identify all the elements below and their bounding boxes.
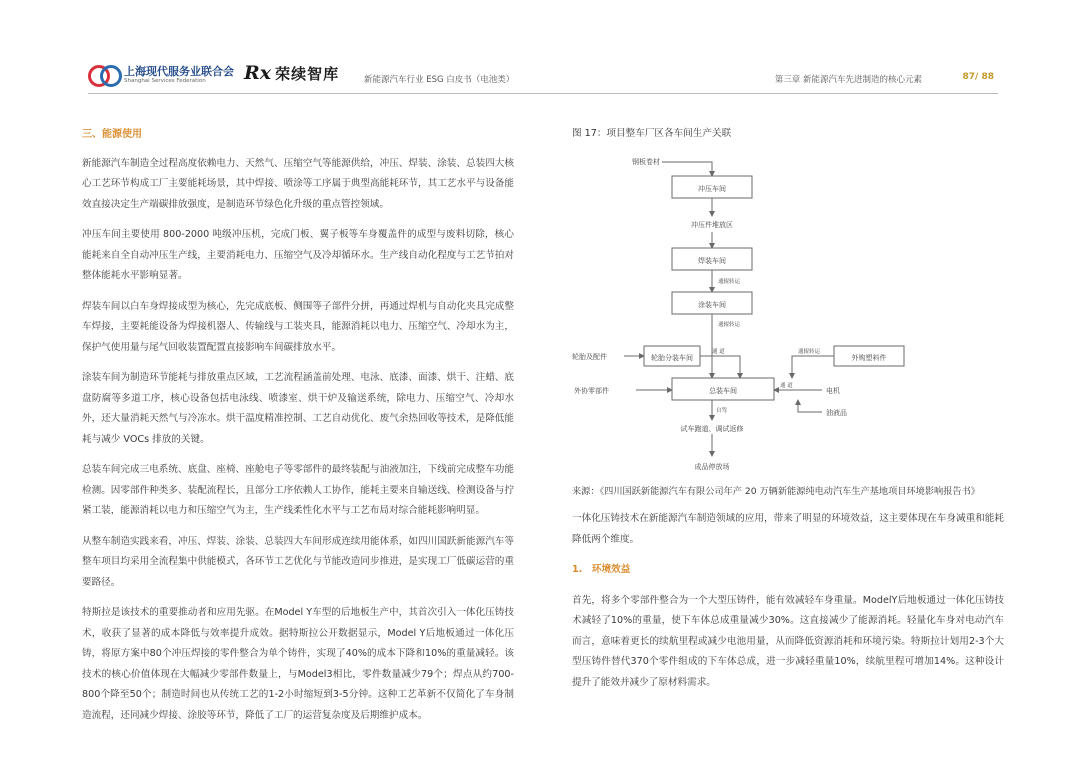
edge-label-self: 自驾 (716, 408, 728, 414)
paragraph: 特斯拉是该技术的重要推动者和应用先驱。在Model Y车型的后地板生产中，其首次引入一体化压铸技术，收获了显著的成本降低与效率提升成效。据特斯拉公开数据显示，Model Y后地板通过一体化压铸，将原方案中80个冲压焊接的零件整合为单个铸件，实现了40%的成本下降和10%的重量减轻。该技术的核心价值体现在大幅减少零部件数量上，与Model3相比，零件数量减少79个；焊点从约700-800个降至50个；制造时间也从传统工艺的1-2小时缩短到3-5分钟。这种工艺革新不仅简化了车身制造流程，还同减少焊接、涂胶等环节，降低了工厂的运营复杂度及后期维护成本。 (82, 607, 514, 721)
edge-line (662, 162, 712, 176)
node-tire-sub: 轮胎分装车间 (651, 354, 693, 362)
figure-title: 图 17：项目整车厂区各车间生产关联 (572, 128, 732, 139)
node-tire-parts: 轮胎及配件 (572, 353, 607, 361)
header-divider (88, 93, 998, 94)
page-header (88, 60, 998, 94)
figure-source: 来源：《四川国跃新能源汽车有限公司年产 20 万辆新能源纯电动汽车生产基地项目环境影响报告书》 (572, 486, 980, 497)
edge-label-lift1: 通 道 (712, 349, 725, 355)
subsection-title: 1. 环境效益 (572, 564, 631, 575)
edge-label-lift2: 通 道 (780, 383, 793, 389)
ssf-logo-icon (88, 64, 118, 86)
chapter-title: 第三章 新能源汽车先进制造的核心元素 (774, 75, 922, 85)
paragraph: 首先，将多个零部件整合为一个大型压铸件，能有效减轻车身重量。ModelY后地板通过一体化压铸技术减轻了10%的重量，使下车体总成重量减少30%。这直接减少了能源消耗。轻量化车身对电动汽车而言，意味着更长的续航里程或减少电池用量，从而降低资源消耗和环境污染。特斯拉计划用2-3个大型压铸件替代370个零件组成的下车体总成，进一步减轻重量10%，续航里程可增加14%。这种设计提升了能效并减少了原材料需求。 (572, 594, 1004, 688)
node-ext-plastic: 外购塑料件 (851, 354, 887, 362)
rongxu-logo-name: 荣续智库 (275, 64, 340, 83)
node-oil: 油液品 (826, 409, 847, 417)
paragraph: 从整车制造实践来看，冲压、焊装、涂装、总装四大车间形成连续用能体系，如四川国跃新能源汽车等整车项目均采用全流程集中供能模式，各环节工艺优化与节能改造同步推进，是实现工厂低碳运营的重要路径。 (82, 535, 514, 588)
paragraph: 涂装车间为制造环节能耗与排放重点区域，工艺流程涵盖前处理、电泳、底漆、面漆、烘干、注蜡、底盘防腐等多道工序，核心设备包括电泳线、喷漆室、烘干炉及输送系统，除电力、压缩空气、冷却水外，还大量消耗天然气与冷冻水。烘干温度精准控制、工艺自动优化、废气余热回收等技术，是降低能耗与减少 VOCs 排放的关键。 (82, 372, 514, 445)
node-ext-parts: 外协零部件 (574, 387, 609, 395)
paragraph: 冲压车间主要使用 800-2000 吨级冲压机，完成门板、翼子板等车身覆盖件的成型与废料切除，核心能耗来自全自动冲压生产线，主要消耗电力、压缩空气及冷却循环水。生产线自动化程度与工艺节拍对整体能耗水平影响显著。 (82, 229, 514, 281)
ssf-logo (88, 64, 234, 86)
org-name: 上海现代服务业联合会 (124, 65, 234, 78)
paragraph: 一体化压铸技术在新能源汽车制造领域的应用，带来了明显的环境效益，这主要体现在车身减重和能耗降低两个维度。 (572, 513, 1004, 545)
node-finished: 成品停放场 (694, 463, 730, 471)
node-motor: 电机 (826, 387, 840, 395)
rongxu-logo (244, 62, 339, 84)
right-column-text (572, 509, 1004, 703)
paragraph: 新能源汽车制造全过程高度依赖电力、天然气、压缩空气等能源供给，冲压、焊装、涂装、总装四大核心工艺环节构成工厂主要能耗场景，其中焊接、喷涂等工序属于典型高能耗环节，其工艺水平与设备能效直接决定生产端碳排放强度，是制造环节绿色化升级的重点管控领域。 (82, 157, 514, 210)
paragraph: 焊装车间以白车身焊接成型为核心，先完成底板、侧围等子部件分拼，再通过焊机与自动化夹具完成整车焊接，主要耗能设备为焊接机器人、传输线与工装夹具，能源消耗以电力、压缩空气、冷却水为主，保护气使用量与尾气回收装置配置直接影响车间碳排放水平。 (82, 300, 514, 353)
org-name-en: Shanghai Services Federation (124, 78, 206, 84)
page-number: 87/ 88 (962, 72, 994, 82)
left-column (82, 125, 514, 736)
node-assembly: 总装车间 (709, 387, 737, 395)
rongxu-logo-mark: Rx (244, 62, 272, 84)
edge-line (798, 400, 822, 412)
node-steel: 钢板卷材 (632, 158, 660, 166)
section-title: 三、能源使用 (82, 129, 142, 140)
node-painting: 涂装车间 (698, 301, 726, 309)
edge-label-conv1: 通辊转运 (718, 279, 741, 285)
node-welding: 焊装车间 (698, 257, 726, 265)
edge-line (792, 356, 834, 378)
paragraph: 总装车间完成三电系统、底盘、座椅、座舱电子等零部件的最终装配与油液加注，下线前完成整车功能检测。因零部件种类多、装配流程长，且部分工序依赖人工协作，能耗主要来自输送线、检测设备与拧紧工装，能源消耗以电力和压缩空气为主，生产线柔性化水平与工艺布局对综合能耗影响明显。 (82, 464, 514, 516)
edge-line (700, 356, 740, 378)
node-stamping: 冲压车间 (698, 185, 726, 193)
doc-title: 新能源汽车行业 ESG 白皮书（电池类） (364, 75, 515, 85)
production-flow-diagram (572, 150, 1002, 480)
node-stamp-store: 冲压件堆放区 (691, 221, 733, 229)
edge-label-conv3: 通辊转运 (798, 349, 821, 355)
edge-label-conv2: 通辊转运 (718, 322, 741, 328)
node-test: 试车跑道、调试返修 (680, 425, 744, 433)
